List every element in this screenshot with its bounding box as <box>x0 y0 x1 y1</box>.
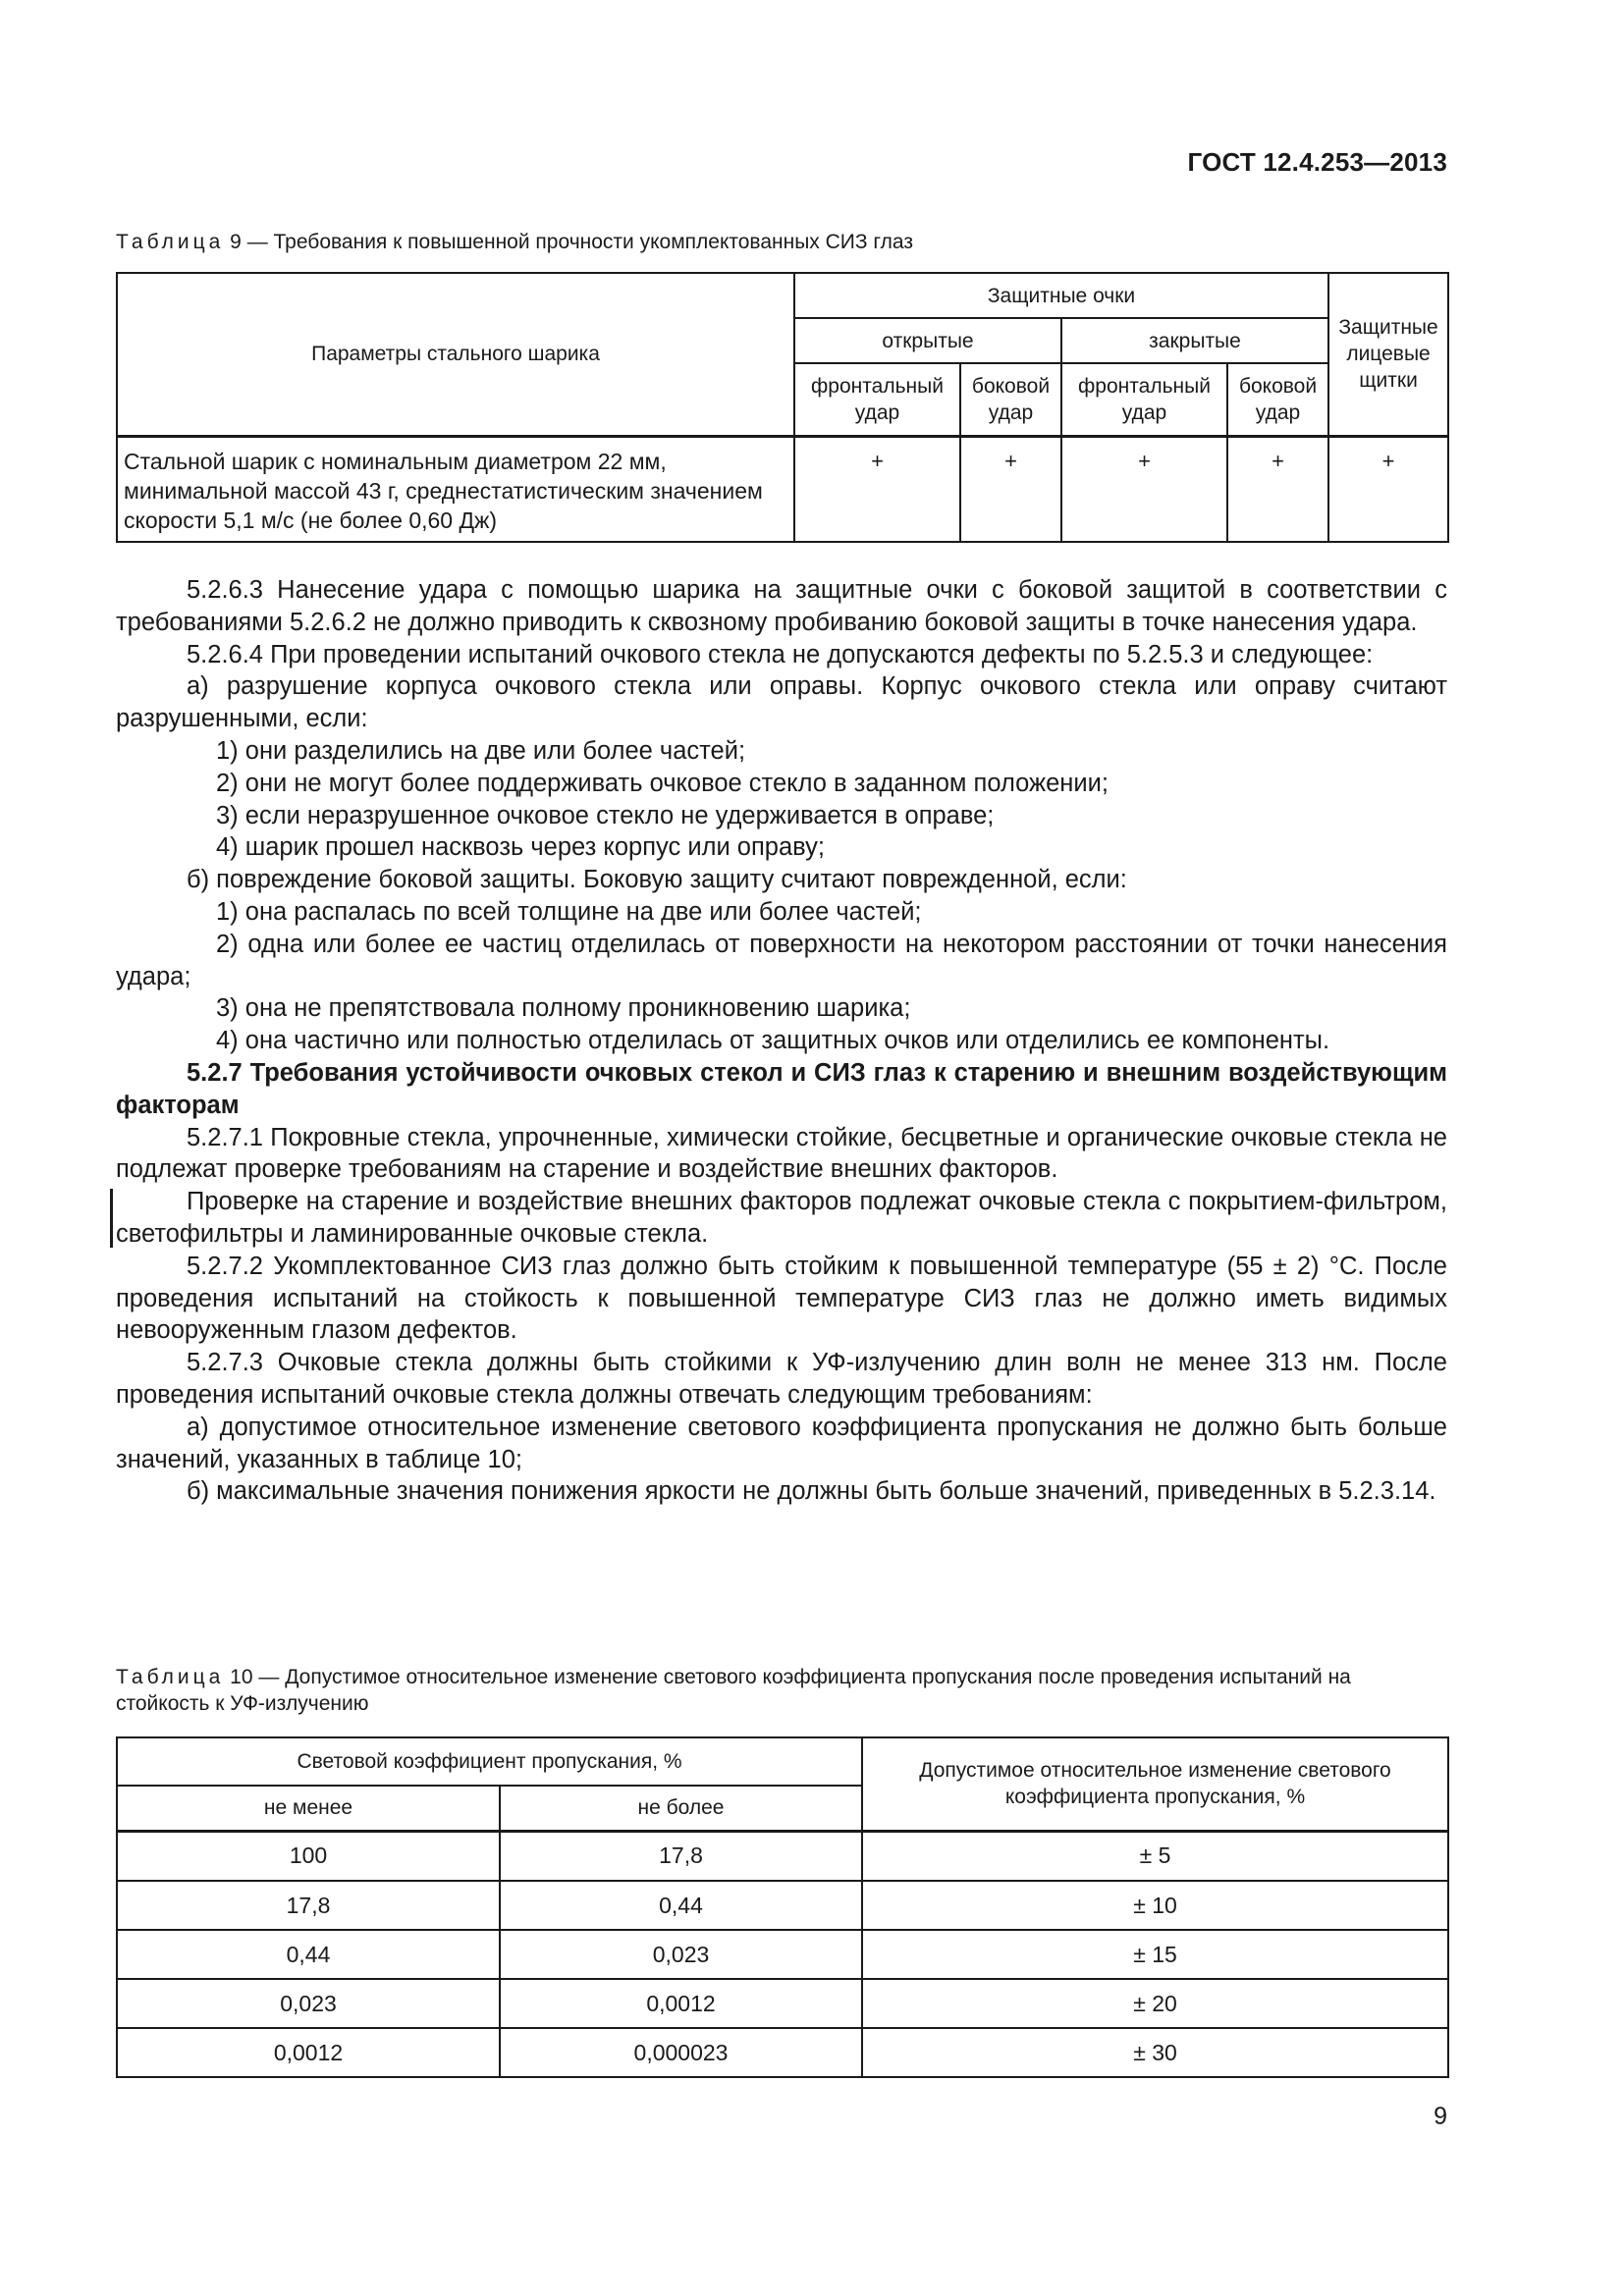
section-heading: 5.2.7 Требования устойчивости очковых стекол и СИЗ глаз к старению и внешним воздействующим факторам <box>116 1058 1447 1119</box>
revised-paragraph <box>116 1186 1447 1251</box>
table-10-cell-change: ± 10 <box>862 1881 1448 1930</box>
table-9-header-side-open: боковой удар <box>960 363 1061 436</box>
paragraph: 5.2.7.2 Укомплектованное СИЗ глаз должно быть стойким к повышенной температуре (55 ± 2) °С. После проведения испытаний на стойкость к повышенной температуре СИЗ глаз не должно иметь видимых невооруженным глазом дефектов. <box>116 1252 1447 1345</box>
table-10-header-transmittance: Световой коэффициент пропускания, % <box>117 1737 862 1786</box>
table-9-header-side-closed: боковой удар <box>1227 363 1328 436</box>
table-9-header-parameters: Параметры стального шарика <box>117 273 794 436</box>
paragraph: б) повреждение боковой защиты. Боковую защиту считают поврежденной, если: <box>187 866 1127 894</box>
table-row <box>117 1930 1448 1979</box>
list-item: 4) она частично или полностью отделилась от защитных очков или отделились ее компоненты. <box>216 1027 1330 1055</box>
table-10-header-min: не менее <box>117 1786 500 1831</box>
paragraph: б) максимальные значения понижения яркости не должны быть больше значений, приведенных в 5.2.3.14. <box>187 1477 1436 1506</box>
table-10-caption <box>116 1664 1447 1717</box>
document-page <box>116 0 1447 2296</box>
list-item: 2) они не могут более поддерживать очковое стекло в заданном положении; <box>216 769 1109 797</box>
table-10-cell-max: 0,0012 <box>500 1979 862 2028</box>
table-9-header-frontal-open: фронтальный удар <box>794 363 960 436</box>
table-10-cell-change: ± 20 <box>862 1979 1448 2028</box>
table-9-caption <box>116 229 1447 255</box>
table-10-cell-change: ± 30 <box>862 2028 1448 2077</box>
list-item: 2) одна или более ее частиц отделилась от поверхности на некотором расстоянии от точки нанесения удара; <box>116 930 1447 990</box>
paragraph: Проверке на старение и воздействие внешних факторов подлежат очковые стекла с покрытием-фильтром, светофильтры и ламинированные очковые стекла. <box>116 1188 1447 1248</box>
table-9-caption-word: Таблица <box>116 231 225 253</box>
list-item: 1) она распалась по всей толщине на две или более частей; <box>216 897 922 926</box>
table-9-cell: + <box>794 436 960 542</box>
list-item: 3) если неразрушенное очковое стекло не удерживается в оправе; <box>216 801 995 829</box>
paragraph: а) разрушение корпуса очкового стекла или оправы. Корпус очкового стекла или оправу считают разрушенными, если: <box>116 672 1447 733</box>
table-10-cell-min: 0,0012 <box>117 2028 500 2077</box>
list-item: 1) они разделились на две или более частей; <box>216 736 746 765</box>
table-10-cell-min: 17,8 <box>117 1881 500 1930</box>
table-9 <box>116 272 1449 543</box>
table-10-caption-title: 10 — Допустимое относительное изменение светового коэффициента пропускания после проведения испытаний на стойкость к УФ-излучению <box>116 1666 1351 1715</box>
table-9-cell: + <box>1328 436 1448 542</box>
table-10-cell-max: 0,023 <box>500 1930 862 1979</box>
table-row <box>117 436 1448 542</box>
table-row <box>117 1979 1448 2028</box>
list-item: 3) она не препятствовала полному проникновению шарика; <box>216 994 911 1023</box>
table-9-cell: + <box>1227 436 1328 542</box>
table-9-header-frontal-closed: фронтальный удар <box>1061 363 1227 436</box>
body-text <box>116 574 1447 1508</box>
table-10-cell-min: 0,44 <box>117 1930 500 1979</box>
paragraph: 5.2.7.3 Очковые стекла должны быть стойкими к УФ-излучению длин волн не менее 313 нм. После проведения испытаний очковые стекла должны отвечать следующим требованиям: <box>116 1349 1447 1409</box>
table-10-cell-max: 17,8 <box>500 1831 862 1881</box>
table-9-header-face-shields: Защитные лицевые щитки <box>1328 273 1448 436</box>
table-9-header-goggles: Защитные очки <box>794 273 1328 318</box>
table-9-cell: + <box>1061 436 1227 542</box>
table-10-cell-change: ± 15 <box>862 1930 1448 1979</box>
paragraph: 5.2.6.3 Нанесение удара с помощью шарика на защитные очки с боковой защитой в соответствии с требованиями 5.2.6.2 не должно приводить к сквозному пробиванию боковой защиты в точке нанесения удара. <box>116 576 1447 636</box>
table-9-caption-title: 9 — Требования к повышенной прочности укомплектованных СИЗ глаз <box>224 231 913 253</box>
table-9-header-closed: закрытые <box>1061 318 1328 363</box>
table-9-cell: + <box>960 436 1061 542</box>
revision-marker <box>110 1189 113 1248</box>
table-row <box>117 1881 1448 1930</box>
table-10-header-max: не более <box>500 1786 862 1831</box>
paragraph: 5.2.7.1 Покровные стекла, упрочненные, химически стойкие, бесцветные и органические очковые стекла не подлежат проверке требованиям на старение и воздействие внешних факторов. <box>116 1123 1447 1184</box>
table-10-cell-max: 0,000023 <box>500 2028 862 2077</box>
paragraph: а) допустимое относительное изменение светового коэффициента пропускания не должно быть больше значений, указанных в таблице 10; <box>116 1413 1447 1473</box>
table-10 <box>116 1736 1449 2078</box>
page-number: 9 <box>1434 2103 1447 2130</box>
table-row <box>117 1831 1448 1881</box>
table-9-header-open: открытые <box>794 318 1061 363</box>
list-item: 4) шарик прошел насквозь через корпус или оправу; <box>216 833 825 862</box>
table-10-cell-change: ± 5 <box>862 1831 1448 1881</box>
table-10-cell-min: 0,023 <box>117 1979 500 2028</box>
table-10-caption-word: Таблица <box>116 1666 225 1688</box>
standard-code: ГОСТ 12.4.253—2013 <box>1187 147 1447 177</box>
paragraph: 5.2.6.4 При проведении испытаний очкового стекла не допускаются дефекты по 5.2.5.3 и следующее: <box>187 640 1374 668</box>
table-10-cell-min: 100 <box>117 1831 500 1881</box>
table-row <box>117 2028 1448 2077</box>
table-10-cell-max: 0,44 <box>500 1881 862 1930</box>
table-10-header-change: Допустимое относительное изменение светового коэффициента пропускания, % <box>862 1737 1448 1831</box>
table-9-row-parameter: Стальной шарик с номинальным диаметром 22 мм, минимальной массой 43 г, среднестатистическим значением скорости 5,1 м/с (не более 0,60 Дж) <box>117 436 794 542</box>
